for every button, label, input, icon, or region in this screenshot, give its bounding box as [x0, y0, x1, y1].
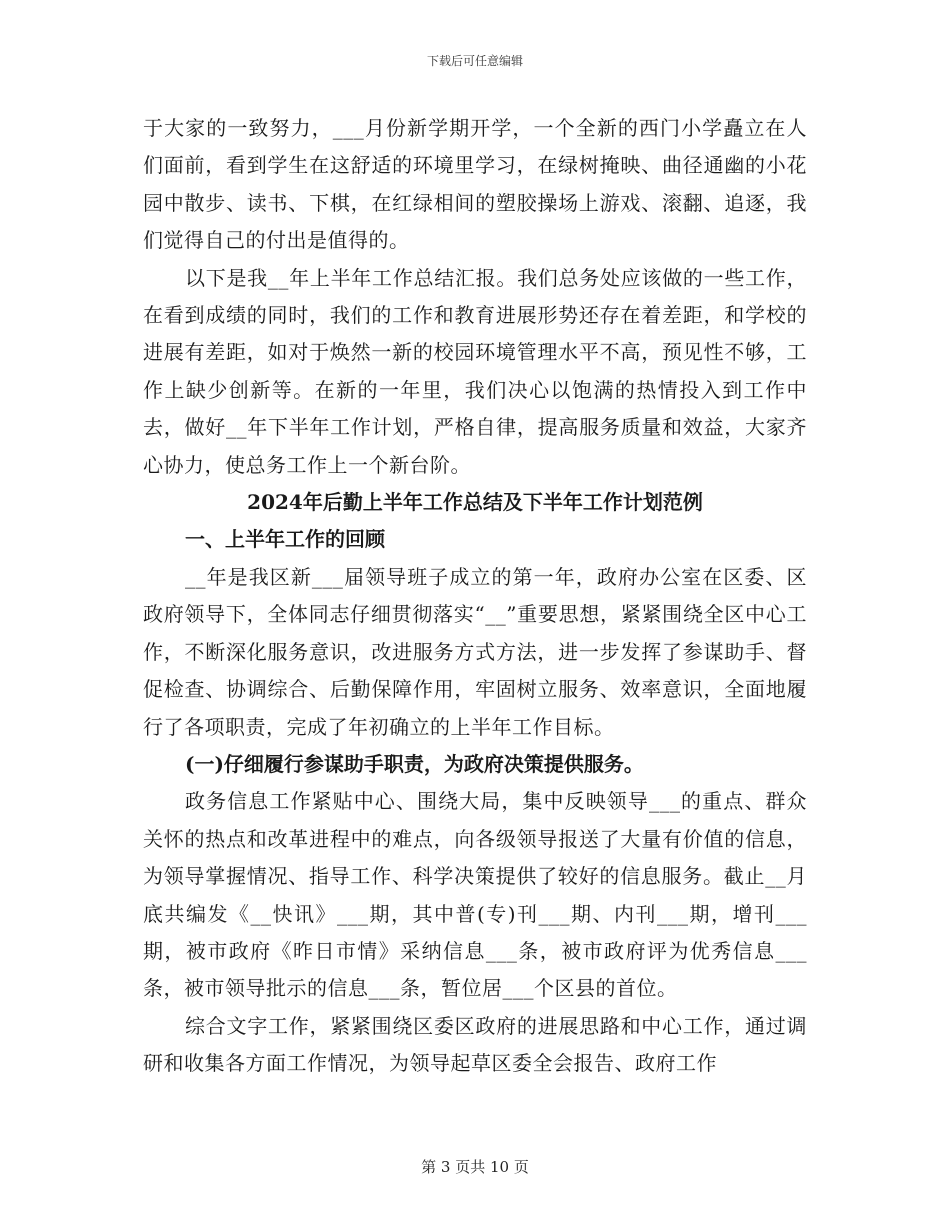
- paragraph-3: __年是我区新___届领导班子成立的第一年，政府办公室在区委、区政府领导下，全体同志仔细贯彻落实“__”重要思想，紧紧围绕全区中心工作，不断深化服务意识，改进服务方式方法，进一步发挥了参谋助手、督促检查、协调综合、后勤保障作用，牢固树立服务、效率意识，全面地履行了各项职责，完成了年初确立的上半年工作目标。: [143, 564, 807, 739]
- page-footer: 第 3 页共 10 页: [421, 1158, 529, 1176]
- document-title: 2024年后勤上半年工作总结及下半年工作计划范例: [247, 490, 703, 515]
- paragraph-5: 综合文字工作，紧紧围绕区委区政府的进展思路和中心工作，通过调研和收集各方面工作情况，为领导起草区委全会报告、政府工作: [143, 1013, 807, 1076]
- page-header: 下载后可任意编辑: [426, 54, 523, 68]
- paragraph-4: 政务信息工作紧贴中心、围绕大局，集中反映领导___的重点、群众关怀的热点和改革进程中的难点，向各级领导报送了大量有价值的信息，为领导掌握情况、指导工作、科学决策提供了较好的信息服务。截止__月底共编发《__快讯》___期，其中普(专)刊___期、内刊___期，增刊___期，被市政府《昨日市情》采纳信息___条，被市政府评为优秀信息___条，被市领导批示的信息___条，暂位居___个区县的首位。: [143, 789, 807, 1001]
- paragraph-2: 以下是我__年上半年工作总结汇报。我们总务处应该做的一些工作，在看到成绩的同时，我们的工作和教育进展形势还存在着差距，和学校的进展有差距，如对于焕然一新的校园环境管理水平不高，预见性不够，工作上缺少创新等。在新的一年里，我们决心以饱满的热情投入到工作中去，做好__年下半年工作计划，严格自律，提高服务质量和效益，大家齐心协力，使总务工作上一个新台阶。: [143, 265, 807, 477]
- section-heading-1: 一、上半年工作的回顾: [185, 527, 385, 552]
- subsection-heading-1: (一)仔细履行参谋助手职责，为政府决策提供服务。: [185, 751, 644, 776]
- document-body: [143, 110, 807, 1083]
- paragraph-1: 于大家的一致努力，___月份新学期开学，一个全新的西门小学矗立在人们面前，看到学生在这舒适的环境里学习，在绿树掩映、曲径通幽的小花园中散步、读书、下棋，在红绿相间的塑胶操场上游戏、滚翻、追逐，我们觉得自己的付出是值得的。: [143, 116, 807, 253]
